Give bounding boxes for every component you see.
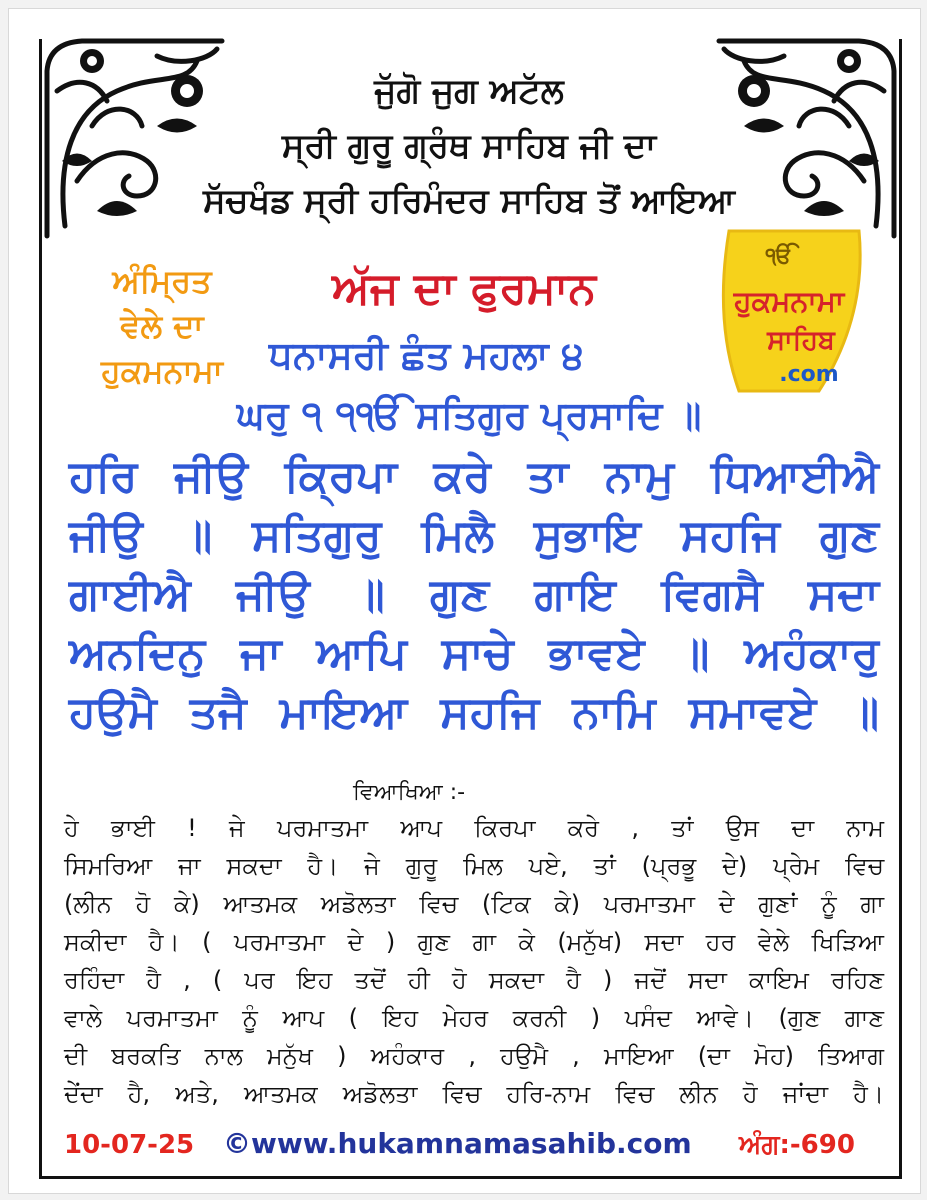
footer-website-link[interactable]: ©www.hukamnamasahib.com <box>223 1127 692 1160</box>
badge-line-1: ਅੰਮ੍ਰਿਤ <box>112 262 212 300</box>
explanation-line: ਸਿਮਰਿਆ ਜਾ ਸਕਦਾ ਹੈ। ਜੇ ਗੁਰੂ ਮਿਲ ਪਏ, ਤਾਂ (ਪ੍ਰਭੂ ਦੇ) ਪ੍ਰੇਮ ਵਿਚ <box>64 852 884 880</box>
hukamnama-page <box>8 8 921 1194</box>
explanation-line: ਦੇਂਦਾ ਹੈ, ਅਤੇ, ਆਤਮਕ ਅਡੋਲਤਾ ਵਿਚ ਹਰਿ-ਨਾਮ ਵਿਚ ਲੀਨ ਹੋ ਜਾਂਦਾ ਹੈ। <box>64 1080 884 1108</box>
badge-line-3: ਹੁਕਮਨਾਮਾ <box>101 352 223 390</box>
verse-line: ਗਾਈਐ ਜੀਉ ॥ ਗੁਣ ਗਾਇ ਵਿਗਸੈ ਸਦਾ <box>69 569 879 620</box>
explanation-line: ਰਹਿੰਦਾ ਹੈ , ( ਪਰ ਇਹ ਤਦੋਂ ਹੀ ਹੋ ਸਕਦਾ ਹੈ ) ਜਦੋਂ ਸਦਾ ਕਾਇਮ ਰਹਿਣ <box>64 966 884 994</box>
footer-ang-number: ਅੰਗ:-690 <box>739 1130 855 1160</box>
footer-date: 10-07-25 <box>64 1130 195 1160</box>
explanation-line: ਸਕੀਦਾ ਹੈ। ( ਪਰਮਾਤਮਾ ਦੇ ) ਗੁਣ ਗਾ ਕੇ (ਮਨੁੱਖ) ਸਦਾ ਹਰ ਵੇਲੇ ਖਿੜਿਆ <box>64 928 884 956</box>
vyakhya-label: ਵਿਆਖਿਆ :- <box>352 780 466 805</box>
header-line-2: ਸ੍ਰੀ ਗੁਰੂ ਗ੍ਰੰਥ ਸਾਹਿਬ ਜੀ ਦਾ <box>281 126 657 166</box>
hukamnama-sahib-logo <box>709 221 869 401</box>
verse-line: ਹਉਮੈ ਤਜੈ ਮਾਇਆ ਸਹਜਿ ਨਾਮਿ ਸਮਾਵਏ ॥ <box>69 687 879 738</box>
explanation-line: ਵਾਲੇ ਪਰਮਾਤਮਾ ਨੂੰ ਆਪ ( ਇਹ ਮੇਹਰ ਕਰਨੀ ) ਪਸੰਦ ਆਵੇ। (ਗੁਣ ਗਾਣ <box>64 1004 884 1032</box>
verse-heading-1: ਧਨਾਸਰੀ ਛੰਤ ਮਹਲਾ ੪ <box>269 333 584 377</box>
amrit-vele-badge <box>67 259 257 394</box>
verse-line: ਹਰਿ ਜੀਉ ਕ੍ਰਿਪਾ ਕਰੇ ਤਾ ਨਾਮੁ ਧਿਆਈਐ <box>69 451 879 502</box>
explanation-line: (ਲੀਨ ਹੋ ਕੇ) ਆਤਮਕ ਅਡੋਲਤਾ ਵਿਚ (ਟਿਕ ਕੇ) ਪਰਮਾਤਮਾ ਦੇ ਗੁਣਾਂ ਨੂੰ ਗਾ <box>64 890 884 918</box>
logo-line-1: ਹੁਕਮਨਾਮਾ <box>733 284 845 318</box>
logo-line-3: .com <box>779 362 839 387</box>
explanation-line: ਦੀ ਬਰਕਤਿ ਨਾਲ ਮਨੁੱਖ ) ਅਹੰਕਾਰ , ਹਉਮੈ , ਮਾਇਆ (ਦਾ ਮੋਹ) ਤਿਆਗ <box>64 1042 884 1070</box>
badge-line-2: ਵੇਲੇ ਦਾ <box>120 307 204 345</box>
verse-heading-2: ਘਰੁ ੧ ੧ੴ ਸਤਿਗੁਰ ਪ੍ਰਸਾਦਿ ॥ <box>236 393 702 437</box>
header-line-3: ਸੱਚਖੰਡ ਸ੍ਰੀ ਹਰਿਮੰਦਰ ਸਾਹਿਬ ਤੋਂ ਆਇਆ <box>203 181 735 221</box>
explanation-text <box>64 809 884 1113</box>
page-title: ਅੱਜ ਦਾ ਫੁਰਮਾਨ <box>332 263 596 314</box>
verse-line: ਅਨਦਿਨੁ ਜਾ ਆਪਿ ਸਾਚੇ ਭਾਵਏ ॥ ਅਹੰਕਾਰੁ <box>69 628 879 679</box>
header-line-1: ਜੁੱਗੋ ਜੁਗ ਅਟੱਲ <box>374 71 564 111</box>
logo-onkar: ੴ <box>765 244 793 269</box>
explanation-line: ਹੇ ਭਾਈ ! ਜੇ ਪਰਮਾਤਮਾ ਆਪ ਕਿਰਪਾ ਕਰੇ , ਤਾਂ ਉਸ ਦਾ ਨਾਮ <box>64 814 884 842</box>
verse-line: ਜੀਉ ॥ ਸਤਿਗੁਰੁ ਮਿਲੈ ਸੁਭਾਇ ਸਹਜਿ ਗੁਣ <box>69 510 879 561</box>
logo-line-2: ਸਾਹਿਬ <box>767 325 835 356</box>
